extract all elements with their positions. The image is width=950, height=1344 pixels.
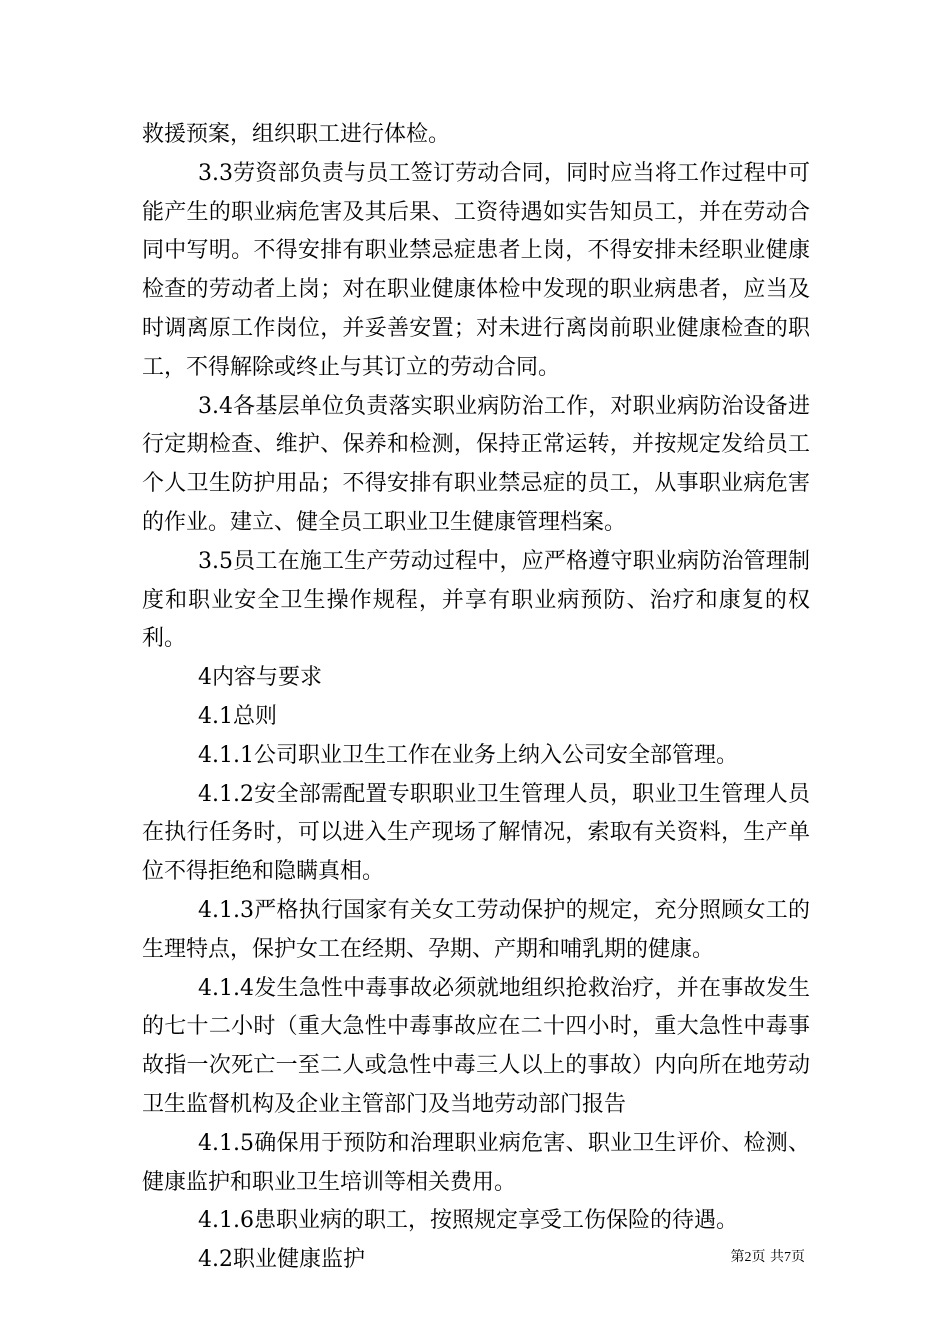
total-pages-number: 7 <box>784 1250 791 1265</box>
current-page-number: 2 <box>744 1250 752 1265</box>
section-heading: 4内容与要求 <box>198 665 322 691</box>
footer-middle: 页 共 <box>751 1249 784 1265</box>
paragraph: 4.1.1公司职业卫生工作在业务上纳入公司安全部管理。 <box>198 742 738 768</box>
paragraph: 4.1.3严格执行国家有关女工劳动保护的规定，充分照顾女工的生理特点，保护女工在经期、孕期、产期和哺乳期的健康。 <box>142 897 810 962</box>
paragraph: 4.1.6患职业病的职工，按照规定享受工伤保险的待遇。 <box>198 1208 738 1234</box>
paragraph: 3.5员工在施工生产劳动过程中，应严格遵守职业病防治管理制度和职业安全卫生操作规程，并享有职业病预防、治疗和康复的权利。 <box>142 548 810 652</box>
footer-prefix: 第 <box>730 1249 745 1265</box>
footer-suffix: 页 <box>791 1249 805 1265</box>
subsection-heading: 4.2职业健康监护 <box>198 1247 365 1273</box>
paragraph: 4.1.5确保用于预防和治理职业病危害、职业卫生评价、检测、健康监护和职业卫生培训等相关费用。 <box>142 1130 810 1195</box>
paragraph: 3.3劳资部负责与员工签订劳动合同，同时应当将工作过程中可能产生的职业病危害及其后果、工资待遇如实告知员工，并在劳动合同中写明。不得安排有职业禁忌症患者上岗，不得安排未经职业健康检查的劳动者上岗；对在职业健康体检中发现的职业病患者，应当及时调离原工作岗位，并妥善安置；对未进行离岗前职业健康检查的职工，不得解除或终止与其订立的劳动合同。 <box>142 160 810 380</box>
paragraph: 4.1.2安全部需配置专职职业卫生管理人员，职业卫生管理人员在执行任务时，可以进入生产现场了解情况，索取有关资料，生产单位不得拒绝和隐瞒真相。 <box>142 781 810 885</box>
document-body <box>142 116 810 1280</box>
paragraph: 3.4各基层单位负责落实职业病防治工作，对职业病防治设备进行定期检查、维护、保养和检测，保持正常运转，并按规定发给员工个人卫生防护用品；不得安排有职业禁忌症的员工，从事职业病危害的作业。建立、健全员工职业卫生健康管理档案。 <box>142 393 810 535</box>
paragraph: 4.1.4发生急性中毒事故必须就地组织抢救治疗，并在事故发生的七十二小时（重大急性中毒事故应在二十四小时，重大急性中毒事故指一次死亡一至二人或急性中毒三人以上的事故）内向所在地劳动卫生监督机构及企业主管部门及当地劳动部门报告 <box>142 975 810 1117</box>
subsection-heading: 4.1总则 <box>198 703 277 729</box>
paragraph: 救援预案，组织职工进行体检。 <box>142 122 451 147</box>
page-number-footer <box>731 1248 805 1267</box>
